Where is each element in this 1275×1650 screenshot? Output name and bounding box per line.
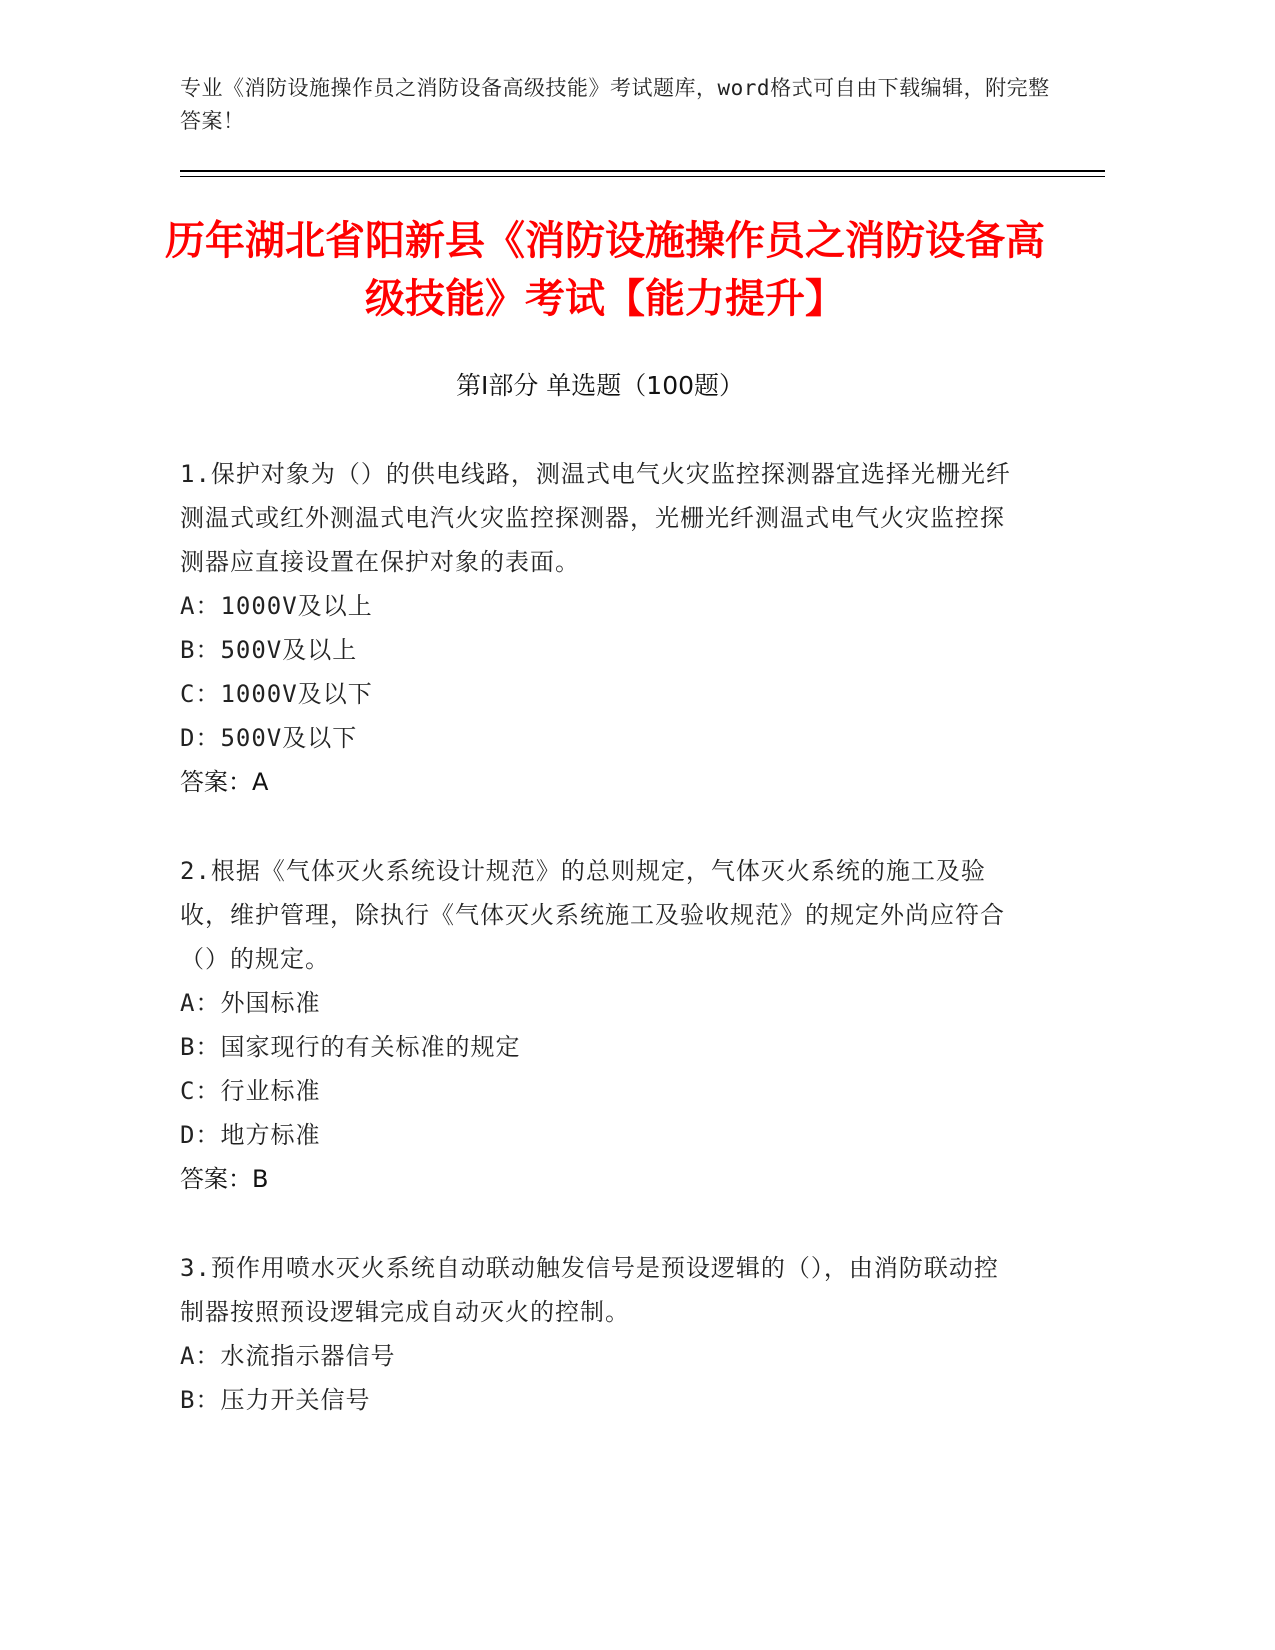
question-item: [180, 452, 1020, 804]
option-a: A：水流指示器信号: [180, 1342, 396, 1370]
option-a: A：1000V及以上: [180, 592, 373, 620]
option-b: B：国家现行的有关标准的规定: [180, 1033, 521, 1061]
question-stem: 3.预作用喷水灭火系统自动联动触发信号是预设逻辑的（），由消防联动控制器按照预设逻辑完成自动灭火的控制。: [180, 1254, 999, 1326]
question-stem: 2.根据《气体灭火系统设计规范》的总则规定，气体灭火系统的施工及验收，维护管理，除执行《气体灭火系统施工及验收规范》的规定外尚应符合（）的规定。: [180, 857, 1005, 973]
header-rule-thick: [180, 170, 1105, 172]
option-d: D：地方标准: [180, 1121, 321, 1149]
answer-line: 答案：B: [180, 1165, 269, 1193]
option-b: B：压力开关信号: [180, 1386, 371, 1414]
option-c: C：行业标准: [180, 1077, 321, 1105]
question-item: [180, 849, 1020, 1201]
question-stem: 1.保护对象为（）的供电线路，测温式电气火灾监控探测器宜选择光栅光纤测温式或红外测温式电汽火灾监控探测器，光栅光纤测温式电气火灾监控探测器应直接设置在保护对象的表面。: [180, 460, 1011, 576]
header-rule-thin: [180, 176, 1105, 177]
option-d: D：500V及以下: [180, 724, 358, 752]
option-b: B：500V及以上: [180, 636, 358, 664]
option-a: A：外国标准: [180, 989, 321, 1017]
section-title: 第Ⅰ部分 单选题（100题）: [455, 371, 745, 400]
question-item: [180, 1246, 1020, 1422]
header-note: 专业《消防设施操作员之消防设备高级技能》考试题库，word格式可自由下载编辑，附完整答案！: [180, 76, 1050, 133]
document-title: 历年湖北省阳新县《消防设施操作员之消防设备高级技能》考试【能力提升】: [165, 218, 1045, 322]
question-list: [180, 452, 1020, 1467]
answer-line: 答案：A: [180, 768, 269, 796]
option-c: C：1000V及以下: [180, 680, 373, 708]
